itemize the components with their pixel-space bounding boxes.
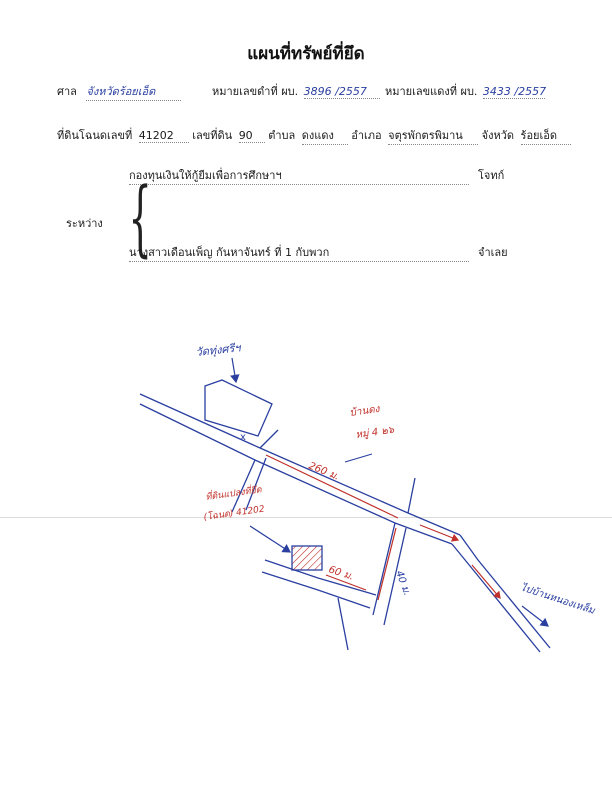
seized-plot xyxy=(292,546,322,570)
mark-x: x xyxy=(240,432,246,443)
plaintiff-name: กองทุนเงินให้กู้ยืมเพื่อการศึกษาฯ xyxy=(129,166,469,185)
destination-label: ไปบ้านหนองเหล็ม xyxy=(519,582,596,617)
temple-label: วัดทุ่งศรีฯ xyxy=(194,341,242,359)
court-value: จังหวัดร้อยเอ็ด xyxy=(86,82,181,101)
left-road-c xyxy=(246,458,266,510)
route-side xyxy=(378,528,396,600)
side-road-right-a xyxy=(408,478,415,513)
black-case-value: 3896 /2557 xyxy=(304,85,380,99)
plaintiff-role: โจทก์ xyxy=(478,169,505,182)
province-label: จังหวัด xyxy=(481,129,515,142)
tambon-label: ตำบล xyxy=(268,129,296,142)
page-title: แผนที่ทรัพย์ที่ยึด xyxy=(247,44,365,64)
lot-value: 90 xyxy=(239,129,265,143)
main-road-bottom-edge xyxy=(140,404,452,544)
village-pointer xyxy=(345,454,372,462)
plot-label-2: (โฉนด) 41202 xyxy=(203,504,266,523)
province-value: ร้อยเอ็ด xyxy=(521,126,571,145)
amphoe-label: อำเภอ xyxy=(351,129,382,142)
plot-arrow xyxy=(250,526,290,552)
route-branch xyxy=(420,525,458,540)
court-label: ศาล xyxy=(57,85,77,98)
brace-mark: { xyxy=(128,171,152,266)
plot-label-1: ที่ดินแปลงที่ยึด xyxy=(205,485,263,503)
road-distance-label: 260 ม. xyxy=(306,460,341,483)
tambon-value: ดงแดง xyxy=(302,126,348,145)
defendant-name: นางสาวเดือนเพ็ญ กันหาจันทร์ ที่ 1 กับพวก xyxy=(129,243,469,262)
village-label-2: หมู่ 4 ๒๖ xyxy=(354,424,395,441)
side-road-right-b xyxy=(373,523,395,615)
main-road-top-edge xyxy=(140,394,460,535)
deed-label: ที่ดินโฉนดเลขที่ xyxy=(57,129,133,142)
lot-label: เลขที่ดิน xyxy=(192,129,233,142)
red-case-value: 3433 /2557 xyxy=(482,85,547,98)
route-main xyxy=(266,455,398,518)
black-case-label: หมายเลขดำที่ ผบ. xyxy=(212,85,299,98)
side-distance-label: 40 ม. xyxy=(393,569,413,598)
plot-distance-label: 60 ม. xyxy=(327,564,355,583)
amphoe-value: จตุรพักตรพิมาน xyxy=(388,126,478,145)
village-label-1: บ้านดง xyxy=(348,403,381,419)
defendant-role: จำเลย xyxy=(478,246,508,259)
between-label: ระหว่าง xyxy=(66,217,103,230)
destination-arrow xyxy=(522,606,548,626)
plot-side-road xyxy=(338,598,348,650)
red-case-label: หมายเลขแดงที่ ผบ. xyxy=(385,85,478,98)
temple-arrow xyxy=(232,358,236,382)
left-road-a xyxy=(260,430,278,448)
branch-road-left-edge xyxy=(452,544,540,652)
deed-value: 41202 xyxy=(139,129,189,143)
